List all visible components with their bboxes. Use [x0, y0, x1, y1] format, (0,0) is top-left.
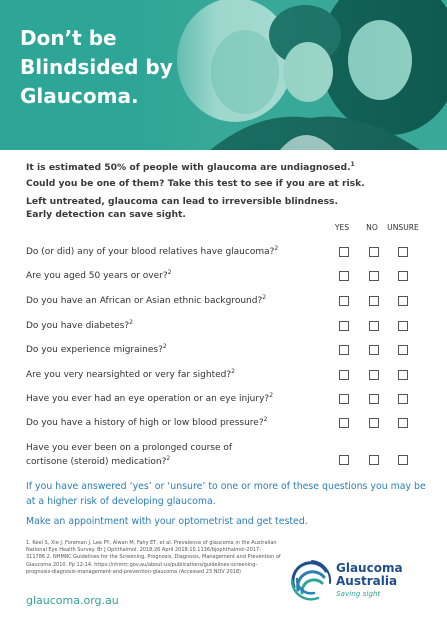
- footnote-ref: 2: [274, 245, 279, 252]
- footnote-ref: 2: [166, 455, 171, 462]
- question-text: [26, 368, 235, 382]
- intro-line-4: Early detection can save sight.: [26, 209, 186, 221]
- question-text: [26, 319, 133, 333]
- hero-title: Don’t be Blindsided by Glaucoma.: [20, 26, 173, 108]
- checkbox-unsure[interactable]: [398, 370, 408, 380]
- column-unsure: UNSURE: [387, 223, 419, 232]
- intro-line-3: Left untreated, glaucoma can lead to irreversible blindness.: [26, 196, 338, 208]
- checkbox-no[interactable]: [369, 370, 379, 380]
- footnote-ref: 2: [262, 294, 267, 301]
- website-link[interactable]: glaucoma.org.au: [26, 594, 119, 607]
- logo-tagline: Saving sight: [336, 589, 381, 598]
- question-label: Have you ever had an eye operation or an eye injury?: [26, 394, 270, 404]
- checkbox-unsure[interactable]: [398, 394, 408, 404]
- checkbox-yes[interactable]: [339, 418, 349, 428]
- checkbox-no[interactable]: [369, 247, 379, 257]
- footnote-ref: 1: [350, 161, 355, 168]
- checkbox-yes[interactable]: [339, 271, 349, 281]
- checkbox-no[interactable]: [369, 455, 379, 465]
- footnote-ref: 2: [269, 392, 274, 399]
- question-label: Do you have an African or Asian ethnic background?: [26, 296, 263, 306]
- checkbox-unsure[interactable]: [398, 345, 408, 355]
- question-text: [26, 416, 267, 430]
- checkbox-unsure[interactable]: [398, 455, 408, 465]
- checkbox-unsure[interactable]: [398, 296, 408, 306]
- question-label: Do you experience migraines?: [26, 345, 163, 355]
- footnote-ref: 2: [129, 319, 133, 326]
- glaucoma-australia-logo-icon: [288, 557, 332, 601]
- checkbox-no[interactable]: [369, 418, 379, 428]
- footnote-ref: 2: [167, 269, 172, 276]
- risk-message: If you have answered ‘yes’ or ‘unsure’ to one or more of these questions you may be at a higher risk of developing glaucoma.: [26, 481, 426, 507]
- intro-line-1: It is estimated 50% of people with glaucoma are undiagnosed.$^1$: [26, 161, 355, 174]
- column-yes: YES: [334, 223, 350, 232]
- intro-text: [26, 158, 426, 221]
- checkbox-yes[interactable]: [339, 394, 349, 404]
- question-text: [26, 269, 171, 283]
- appointment-message: Make an appointment with your optometrist and get tested.: [26, 516, 308, 527]
- question-label: Have you ever been on a prolonged course of cortisone (steroid) medication?: [26, 443, 233, 467]
- checkbox-yes[interactable]: [339, 345, 349, 355]
- question-label: Do (or did) any of your blood relatives have glaucoma?: [26, 247, 275, 257]
- checkbox-unsure[interactable]: [398, 321, 408, 331]
- logo-name: Glaucoma Australia: [336, 561, 403, 588]
- intro-line-2: Could you be one of them? Take this test to see if you are at risk.: [26, 178, 365, 190]
- question-text: [26, 343, 167, 357]
- checkbox-yes[interactable]: [339, 247, 349, 257]
- question-text: [26, 392, 273, 406]
- footnote-ref: 2: [231, 368, 235, 375]
- question-label: Do you have diabetes?: [26, 321, 130, 331]
- question-text: [26, 294, 266, 308]
- checkbox-unsure[interactable]: [398, 271, 408, 281]
- checkbox-no[interactable]: [369, 345, 379, 355]
- column-no: NO: [366, 223, 378, 232]
- question-text: [26, 441, 232, 469]
- checkbox-no[interactable]: [369, 296, 379, 306]
- question-text: [26, 245, 278, 259]
- footnote-ref: 2: [162, 343, 167, 350]
- footnote-ref: 2: [263, 416, 268, 423]
- references: 1. Keel S, Xie J, Foreman J, Lee PY, Alwan M, Fahy ET, et al. Prevalence of glaucoma in the Australian National Eye Health Survey. Br J Ophthalmol. 2018;26 April 2018:10.1136/bjophthalmol-2017-311786.2. NHMRC Guidelines for the Screening, Prognosis, Diagnosis, Management and Prevention of Glaucoma 2010. Pp 12-14. https://nhmrc.gov.au/about-us/publications/guidelines-screening-prognosis-diagnosis-management-and-prevention-glaucoma (Accessed 23 NOV 2018): [26, 540, 281, 575]
- checkbox-yes[interactable]: [339, 296, 349, 306]
- question-label: Are you aged 50 years or over?: [26, 271, 168, 281]
- checkbox-yes[interactable]: [339, 455, 349, 465]
- hero-banner: [0, 0, 447, 150]
- checkbox-no[interactable]: [369, 394, 379, 404]
- checkbox-no[interactable]: [369, 321, 379, 331]
- checkbox-yes[interactable]: [339, 370, 349, 380]
- question-label: Do you have a history of high or low blood pressure?: [26, 418, 264, 428]
- checkbox-unsure[interactable]: [398, 247, 408, 257]
- checkbox-no[interactable]: [369, 271, 379, 281]
- checkbox-unsure[interactable]: [398, 418, 408, 428]
- checkbox-yes[interactable]: [339, 321, 349, 331]
- question-label: Are you very nearsighted or very far sighted?: [26, 370, 232, 380]
